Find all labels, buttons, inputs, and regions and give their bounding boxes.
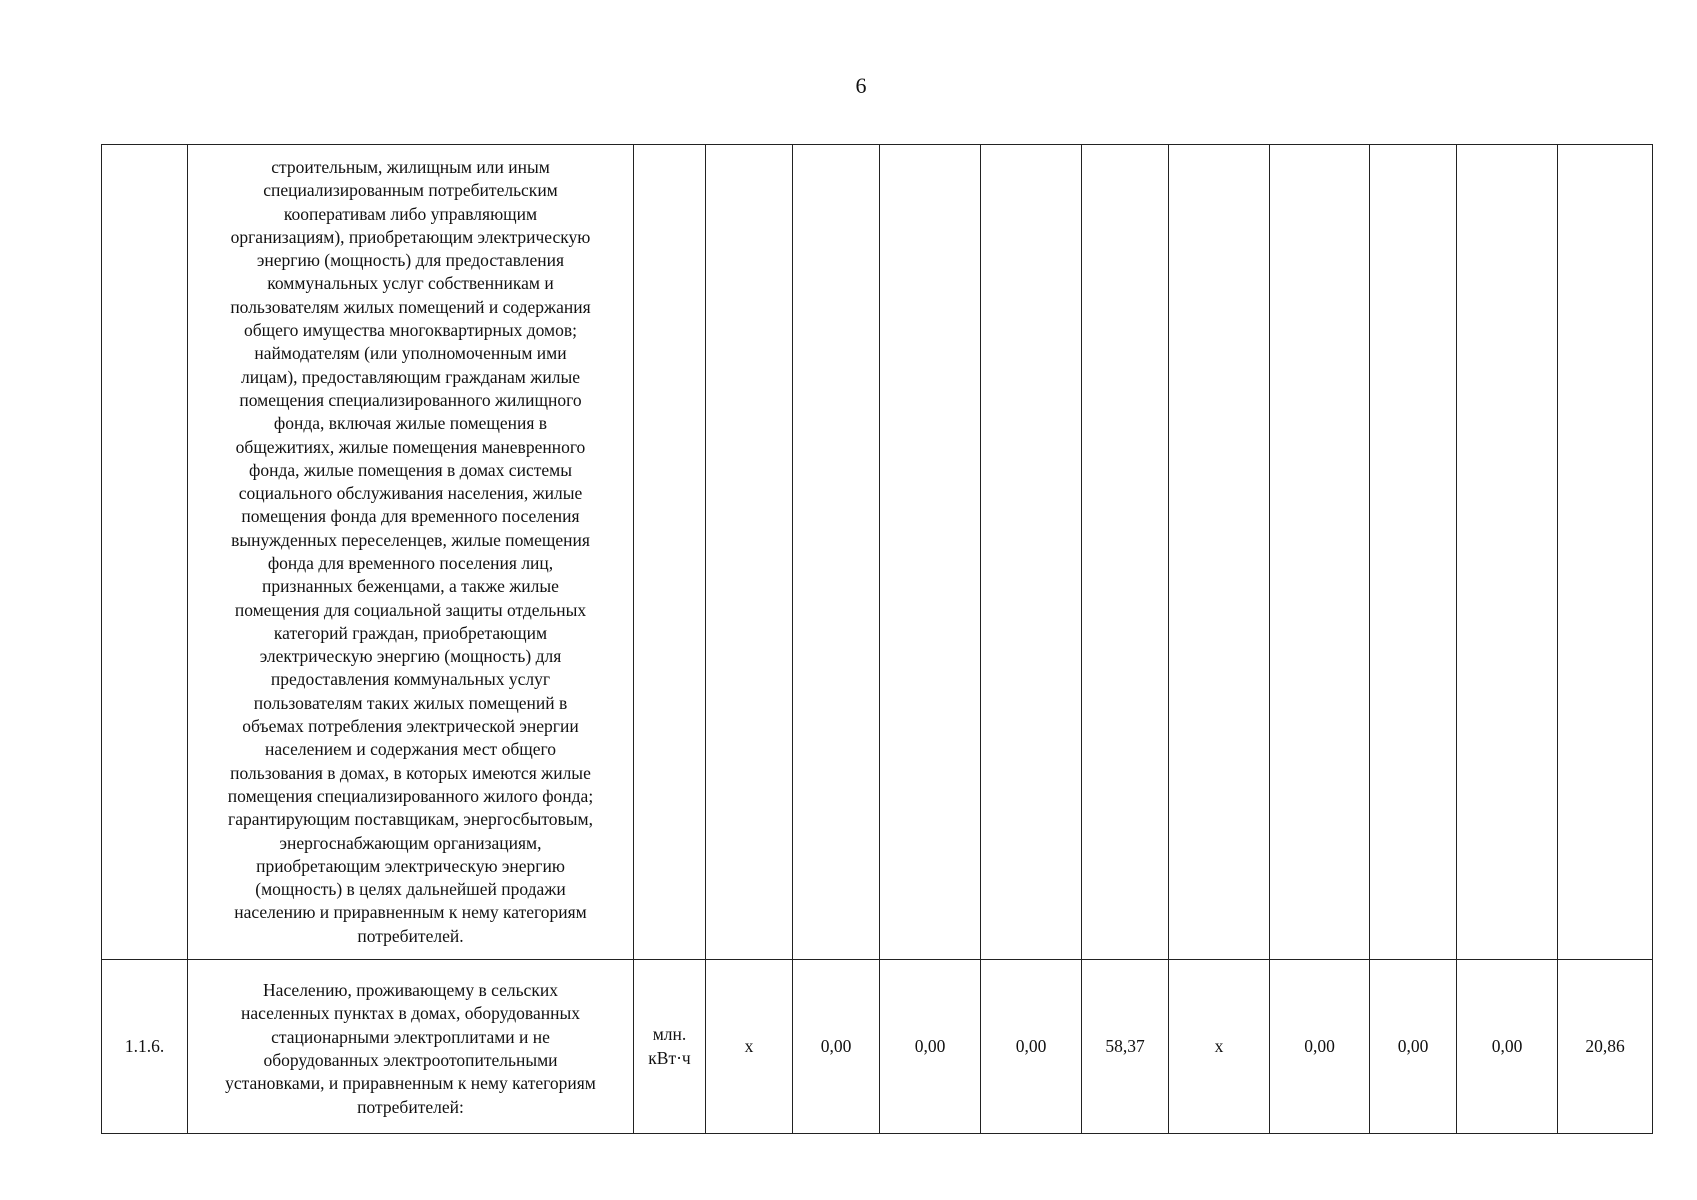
unit-line: млн.	[652, 1024, 687, 1045]
value-cell	[1169, 145, 1270, 960]
value-cell	[981, 145, 1082, 960]
page-number: 6	[855, 73, 867, 98]
description-line: приобретающим электрическую энергию	[256, 855, 565, 876]
description-line: гарантирующим поставщикам, энергосбытовым,	[228, 809, 593, 830]
description-line: помещения для социальной защиты отдельных	[234, 599, 587, 620]
table-row-1-1-6	[102, 960, 1653, 1134]
value-cell	[1370, 145, 1457, 960]
description-line: предоставления коммунальных услуг	[270, 669, 551, 690]
unit-line: кВт·ч	[648, 1047, 691, 1068]
description-line: населением и содержания мест общего	[265, 739, 556, 760]
description-line: потребителей:	[357, 1096, 464, 1117]
row-number-cell: 1.1.6.	[102, 960, 188, 1134]
description-line: объемах потребления электрической энергии	[242, 716, 579, 737]
row-description-cell	[188, 145, 634, 960]
description-line: строительным, жилищным или иным	[271, 156, 550, 177]
unit-cell	[634, 145, 706, 960]
row-description-cell	[188, 960, 634, 1134]
description-line: наймодателям (или уполномоченным ими	[254, 343, 567, 364]
description-line: фонда, жилые помещения в домах системы	[249, 459, 572, 480]
description-line: электрическую энергию (мощность) для	[259, 646, 562, 667]
description-line: энергию (мощность) для предоставления	[256, 250, 565, 271]
value-cell: 0,00	[880, 960, 981, 1134]
description-line: фонда, включая жилые помещения в	[273, 413, 548, 434]
value-cell: 0,00	[793, 960, 880, 1134]
value-cell	[1457, 145, 1558, 960]
description-line: общего имущества многоквартирных домов;	[243, 320, 577, 341]
description-line: фонда для временного поселения лиц,	[267, 553, 554, 573]
description-line: пользования в домах, в которых имеются жилые	[230, 762, 591, 783]
value-cell: 20,86	[1558, 960, 1653, 1134]
description-line: стационарными электроплитами и не	[271, 1026, 550, 1047]
description-line: пользователям жилых помещений и содержания	[230, 296, 591, 317]
description-line: социального обслуживания населения, жилые	[238, 483, 583, 504]
value-cell: 0,00	[981, 960, 1082, 1134]
value-cell: x	[706, 960, 793, 1134]
value-cell	[706, 145, 793, 960]
value-cell: 58,37	[1082, 960, 1169, 1134]
description-line: признанных беженцами, а также жилые	[262, 576, 559, 597]
description-line: кооперативам либо управляющим	[283, 203, 538, 224]
description-line: оборудованных электроотопительными	[263, 1050, 558, 1070]
description-line: энергоснабжающим организациям,	[279, 832, 542, 853]
description-line: Населению, проживающему в сельских	[263, 980, 558, 1001]
value-cell	[1270, 145, 1370, 960]
description-line: потребителей.	[357, 925, 464, 946]
description-line: категорий граждан, приобретающим	[273, 622, 548, 643]
description-line: пользователям таких жилых помещений в	[253, 692, 568, 713]
description-line: вынужденных переселенцев, жилые помещения	[231, 529, 590, 550]
description-line: помещения специализированного жилого фонда;	[227, 785, 594, 806]
table-row-continuation	[102, 145, 1653, 960]
row-number-cell	[102, 145, 188, 960]
description-line: населению и приравненным к нему категориям	[234, 902, 587, 923]
description-line: коммунальных услуг собственникам и	[267, 273, 554, 294]
description-line: специализированным потребительским	[263, 180, 558, 201]
value-cell: 0,00	[1270, 960, 1370, 1134]
value-cell	[880, 145, 981, 960]
description-line: помещения фонда для временного поселения	[241, 506, 580, 527]
value-cell: 0,00	[1457, 960, 1558, 1134]
value-cell: x	[1169, 960, 1270, 1134]
description-line: населенных пунктах в домах, оборудованных	[241, 1003, 580, 1024]
value-cell	[793, 145, 880, 960]
value-cell	[1558, 145, 1653, 960]
tariff-table	[101, 144, 1653, 1134]
description-line: помещения специализированного жилищного	[239, 389, 582, 410]
description-line: лицам), предоставляющим гражданам жилые	[241, 366, 580, 387]
description-line: (мощность) в целях дальнейшей продажи	[255, 879, 566, 900]
description-line: общежитиях, жилые помещения маневренного	[235, 436, 586, 457]
value-cell	[1082, 145, 1169, 960]
description-line: организациям), приобретающим электрическую	[230, 226, 591, 247]
description-line: установками, и приравненным к нему категориям	[225, 1073, 596, 1094]
unit-cell	[634, 960, 706, 1134]
value-cell: 0,00	[1370, 960, 1457, 1134]
